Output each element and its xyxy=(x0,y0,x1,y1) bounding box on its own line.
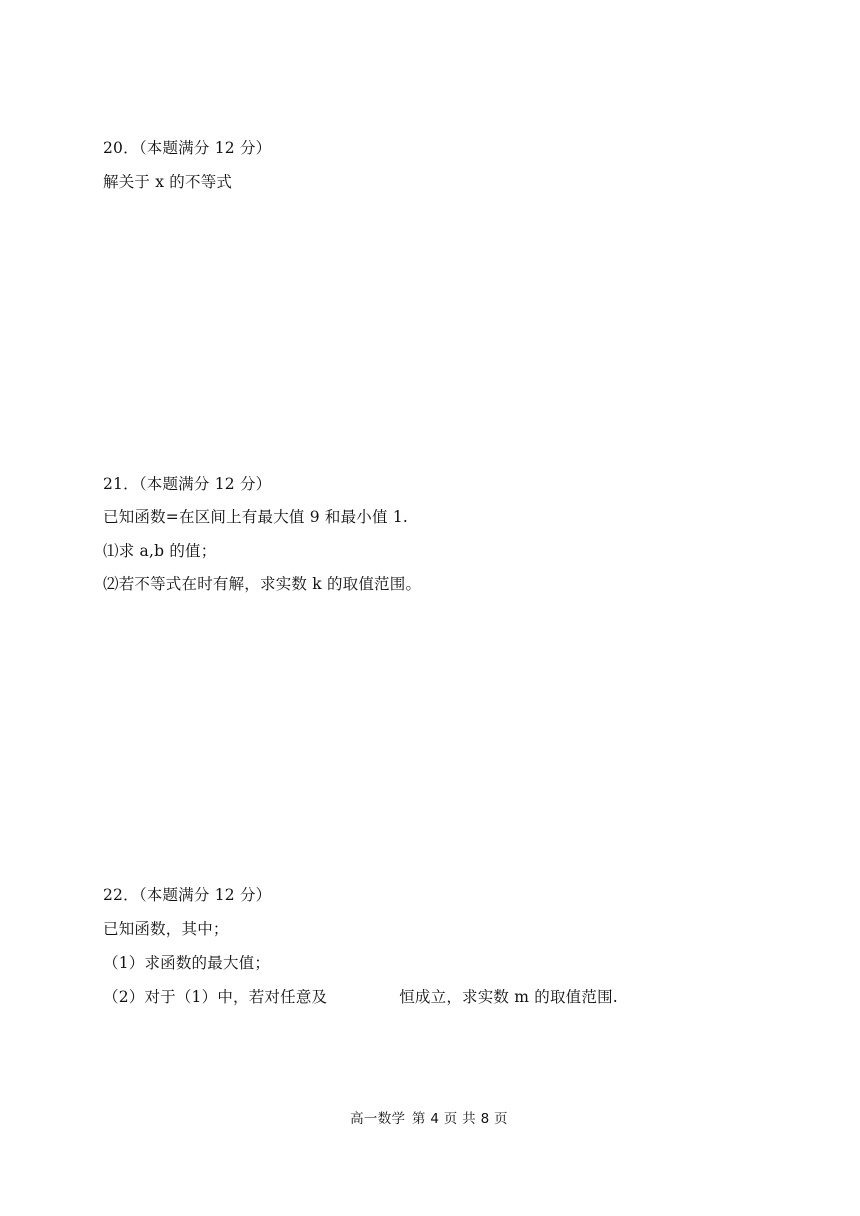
q21-header: 21．（本题满分 12 分） xyxy=(103,475,272,493)
q22-line-3 xyxy=(103,987,618,1007)
q21-line-2: ⑴求 a,b 的值； xyxy=(103,542,217,560)
q20-header: 20．（本题满分 12 分） xyxy=(103,139,272,157)
page-footer xyxy=(0,1110,860,1128)
q22-line-3-part-1: （2）对于（1）中，若对任意及 xyxy=(103,988,328,1006)
footer-subject: 高一数学 xyxy=(350,1111,406,1127)
footer-page-info: 第 4 页 共 8 页 xyxy=(411,1111,508,1127)
q22-line-3-part-2: 恒成立，求实数 m 的取值范围. xyxy=(399,988,618,1006)
q22-line-1: 已知函数，其中； xyxy=(103,920,229,938)
q22-header: 22．（本题满分 12 分） xyxy=(103,886,272,904)
q22-line-2: （1）求函数的最大值； xyxy=(103,954,271,972)
q20-line-1: 解关于 x 的不等式 xyxy=(103,173,233,191)
q21-line-1: 已知函数=在区间上有最大值 9 和最小值 1. xyxy=(103,508,409,526)
q21-line-3: ⑵若不等式在时有解，求实数 k 的取值范围。 xyxy=(103,575,422,593)
